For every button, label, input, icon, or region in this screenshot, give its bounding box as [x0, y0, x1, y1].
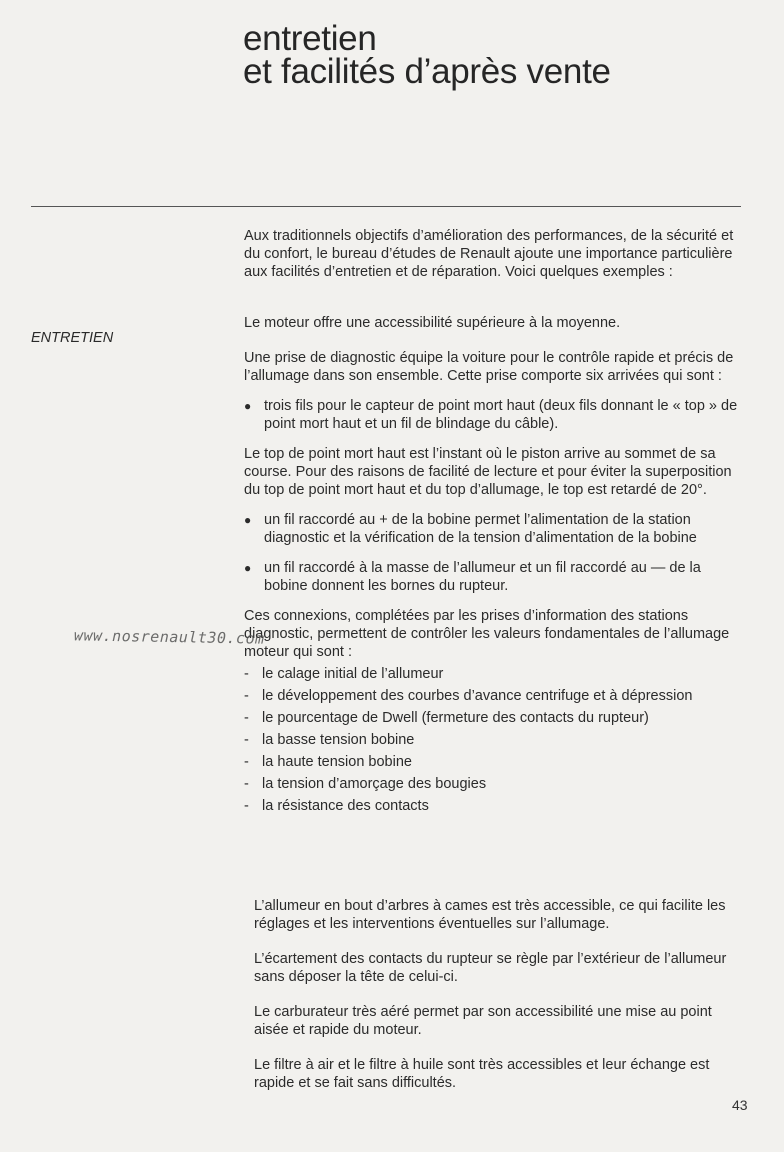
list-item-text: le développement des courbes d’avance centrifuge et à dépression: [262, 688, 693, 704]
bullet-text: un fil raccordé au + de la bobine permet l’alimentation de la station diagnostic et la vérification de la tension d’alimentation de la bobine: [264, 512, 697, 546]
list-item: [244, 753, 744, 771]
dash-icon: -: [244, 776, 249, 792]
check-list: [244, 665, 744, 815]
bullet-item: [244, 397, 744, 433]
paragraph: Le filtre à air et le filtre à huile sont très accessibles et leur échange est rapide et se fait sans difficultés.: [254, 1057, 710, 1091]
paragraph: Le moteur offre une accessibilité supérieure à la moyenne.: [244, 315, 621, 331]
paragraph: L’écartement des contacts du rupteur se règle par l’extérieur de l’allumeur sans déposer la tête de celui-ci.: [254, 951, 727, 985]
title-line-1: entretien: [243, 19, 377, 58]
bullet-item: [244, 511, 744, 547]
bullet-text: trois fils pour le capteur de point mort haut (deux fils donnant le « top » de point mort haut et un fil de blindage du câble).: [264, 398, 738, 432]
bullet-icon: ●: [244, 513, 252, 527]
closing-text: [254, 897, 744, 1092]
dash-icon: -: [244, 710, 249, 726]
dash-icon: -: [244, 754, 249, 770]
list-item: [244, 709, 744, 727]
paragraph: Le top de point mort haut est l’instant où le piston arrive au sommet de sa course. Pour des raisons de facilité de lecture et pour éviter la superposition du top de point mort haut et du top d’allumage, le top est retardé de 20°.: [244, 446, 732, 498]
list-item: [244, 731, 744, 749]
title-line-2: et facilités d’après vente: [243, 52, 611, 91]
list-item: [244, 665, 744, 683]
dash-icon: -: [244, 688, 249, 704]
paragraph: L’allumeur en bout d’arbres à cames est très accessible, ce qui facilite les réglages et les interventions éventuelles sur l’allumage.: [254, 898, 726, 932]
bullet-item: [244, 559, 744, 595]
list-item-text: la résistance des contacts: [262, 798, 429, 814]
horizontal-rule: [31, 206, 741, 207]
list-item-text: le pourcentage de Dwell (fermeture des contacts du rupteur): [262, 710, 649, 726]
page-title: [243, 19, 611, 91]
body-text: [244, 227, 744, 815]
intro-paragraph: Aux traditionnels objectifs d’amélioration des performances, de la sécurité et du confort, le bureau d’études de Renault ajoute une importance particulière aux facilités d’entretien et de réparation. Voici quelques exemples :: [244, 228, 734, 280]
bullet-icon: ●: [244, 399, 252, 413]
watermark-stamp: www.nosrenault30.com: [73, 626, 265, 648]
paragraph: Ces connexions, complétées par les prises d’information des stations diagnostic, permettent de contrôler les valeurs fondamentales de l’allumage moteur qui sont :: [244, 608, 730, 660]
page-number: 43: [732, 1097, 748, 1113]
bullet-text: un fil raccordé à la masse de l’allumeur et un fil raccordé au — de la bobine donnent les bornes du rupteur.: [264, 560, 701, 594]
list-item-text: la basse tension bobine: [262, 732, 415, 748]
bullet-icon: ●: [244, 561, 252, 575]
list-item-text: la haute tension bobine: [262, 754, 412, 770]
paragraph: Le carburateur très aéré permet par son accessibilité une mise au point aisée et rapide du moteur.: [254, 1004, 712, 1038]
list-item-text: le calage initial de l’allumeur: [262, 666, 444, 682]
dash-icon: -: [244, 732, 249, 748]
dash-icon: -: [244, 798, 249, 814]
paragraph: Une prise de diagnostic équipe la voiture pour le contrôle rapide et précis de l’allumage dans son ensemble. Cette prise comporte six arrivées qui sont :: [244, 350, 734, 384]
list-item: [244, 687, 744, 705]
section-label: ENTRETIEN: [31, 330, 114, 346]
list-item: [244, 775, 744, 793]
dash-icon: -: [244, 666, 249, 682]
list-item-text: la tension d’amorçage des bougies: [262, 776, 487, 792]
list-item: [244, 797, 744, 815]
